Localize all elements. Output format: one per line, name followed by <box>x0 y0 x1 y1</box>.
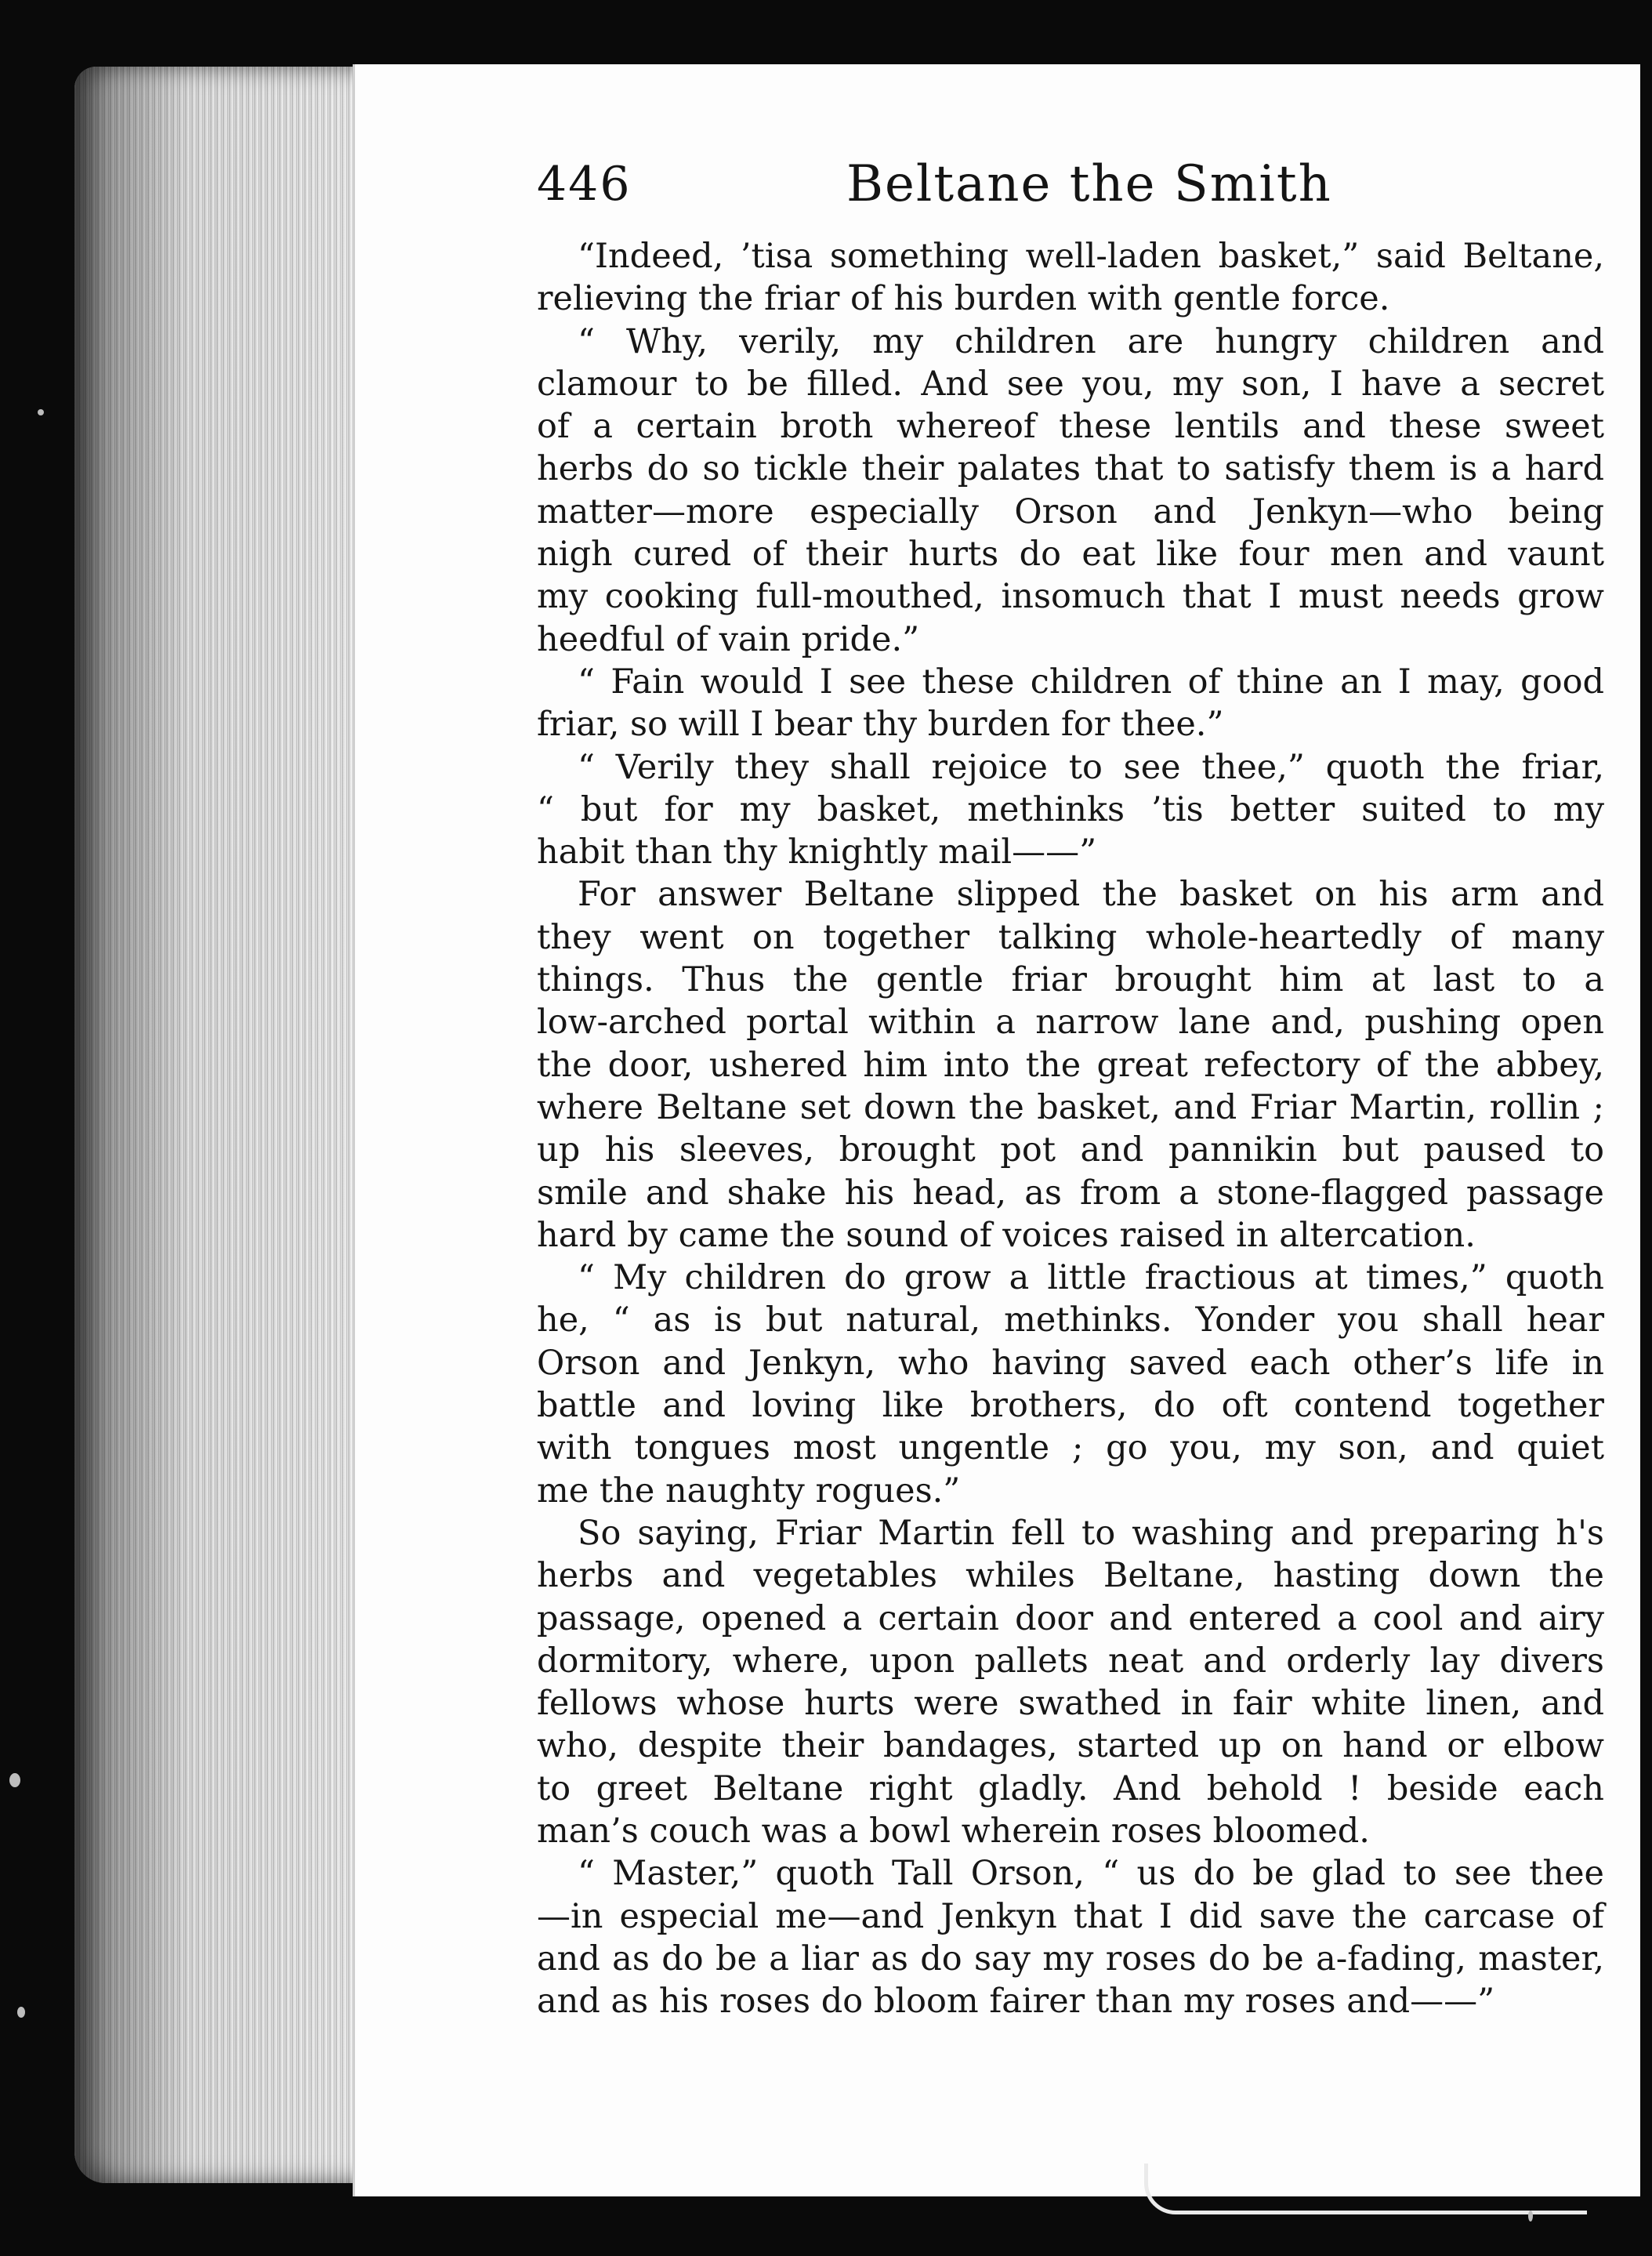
body-text <box>537 235 1604 2022</box>
dust-speck <box>9 1773 20 1787</box>
text-line: “ Verily they shall rejoice to see thee,” quoth the friar, <box>578 747 1604 787</box>
text-line: habit than thy knightly mail——” <box>537 832 1097 872</box>
text-line: nigh cured of their hurts do eat like four men and vaunt <box>537 535 1604 575</box>
running-title: Beltane the Smith <box>846 155 1332 213</box>
text-line: and as his roses do bloom fairer than my roses and——” <box>537 1982 1495 2022</box>
page-number: 446 <box>537 157 632 212</box>
text-line: So saying, Friar Martin fell to washing and preparing h's <box>578 1513 1604 1553</box>
text-line: battle and loving like brothers, do oft contend together <box>537 1386 1604 1426</box>
text-line: where Beltane set down the basket, and Friar Martin, rollin ; <box>537 1087 1604 1127</box>
text-line: he, “ as is but natural, methinks. Yonder you shall hear <box>537 1300 1604 1340</box>
text-line: to greet Beltane right gladly. And behold ! beside each <box>537 1768 1604 1808</box>
text-line: friar, so will I bear thy burden for thee.” <box>537 705 1224 745</box>
page-bottom-curve <box>1144 2164 1587 2214</box>
text-line: they went on together talking whole-heartedly of many <box>537 917 1604 957</box>
text-line: “ but for my basket, methinks ’tis better suited to my <box>537 789 1604 829</box>
text-line: For answer Beltane slipped the basket on his arm and <box>578 875 1604 915</box>
text-line: who, despite their bandages, started up on hand or elbow <box>537 1726 1604 1766</box>
text-line: herbs and vegetables whiles Beltane, hasting down the <box>537 1556 1604 1596</box>
text-line: man’s couch was a bowl wherein roses bloomed. <box>537 1811 1370 1851</box>
text-line: things. Thus the gentle friar brought him at last to a <box>537 960 1604 1000</box>
text-line: smile and shake his head, as from a stone-flagged passage <box>537 1173 1604 1213</box>
text-line: clamour to be filled. And see you, my son, I have a secret <box>537 364 1604 404</box>
text-line: dormitory, where, upon pallets neat and orderly lay divers <box>537 1641 1604 1681</box>
dust-speck <box>1528 2211 1533 2222</box>
text-line: of a certain broth whereof these lentils and these sweet <box>537 407 1604 447</box>
book-page-edges <box>74 67 364 2183</box>
text-line: the door, ushered him into the great refectory of the abbey, <box>537 1045 1604 1085</box>
text-line: “ Fain would I see these children of thine an I may, good <box>578 662 1604 702</box>
dust-speck <box>17 2007 25 2018</box>
text-line: low-arched portal within a narrow lane and, pushing open <box>537 1003 1604 1043</box>
text-line: Orson and Jenkyn, who having saved each other’s life in <box>537 1343 1604 1383</box>
text-line: matter—more especially Orson and Jenkyn—who being <box>537 491 1604 531</box>
text-line: with tongues most ungentle ; go you, my son, and quiet <box>537 1428 1604 1468</box>
text-line: “ Master,” quoth Tall Orson, “ us do be glad to see thee <box>578 1854 1604 1894</box>
text-line: and as do be a liar as do say my roses do be a-fading, master, <box>537 1939 1604 1979</box>
dust-speck <box>38 409 44 415</box>
text-line: —in especial me—and Jenkyn that I did save the carcase of <box>537 1896 1604 1936</box>
text-line: me the naughty rogues.” <box>537 1471 961 1511</box>
page-header <box>537 149 1603 219</box>
text-line: hard by came the sound of voices raised in altercation. <box>537 1215 1476 1255</box>
text-line: passage, opened a certain door and entered a cool and airy <box>537 1598 1604 1638</box>
text-line: “ Why, verily, my children are hungry children and <box>578 321 1604 361</box>
text-line: up his sleeves, brought pot and pannikin but paused to <box>537 1130 1604 1170</box>
text-line: herbs do so tickle their palates that to satisfy them is a hard <box>537 449 1604 489</box>
text-line: relieving the friar of his burden with gentle force. <box>537 279 1390 319</box>
text-line: heedful of vain pride.” <box>537 619 920 659</box>
text-line: “ My children do grow a little fractious at times,” quoth <box>578 1258 1604 1298</box>
text-line: my cooking full-mouthed, insomuch that I must needs grow <box>537 577 1604 617</box>
text-line: “Indeed, ’tisa something well-laden basket,” said Beltane, <box>578 237 1604 276</box>
text-line: fellows whose hurts were swathed in fair white linen, and <box>537 1684 1604 1724</box>
